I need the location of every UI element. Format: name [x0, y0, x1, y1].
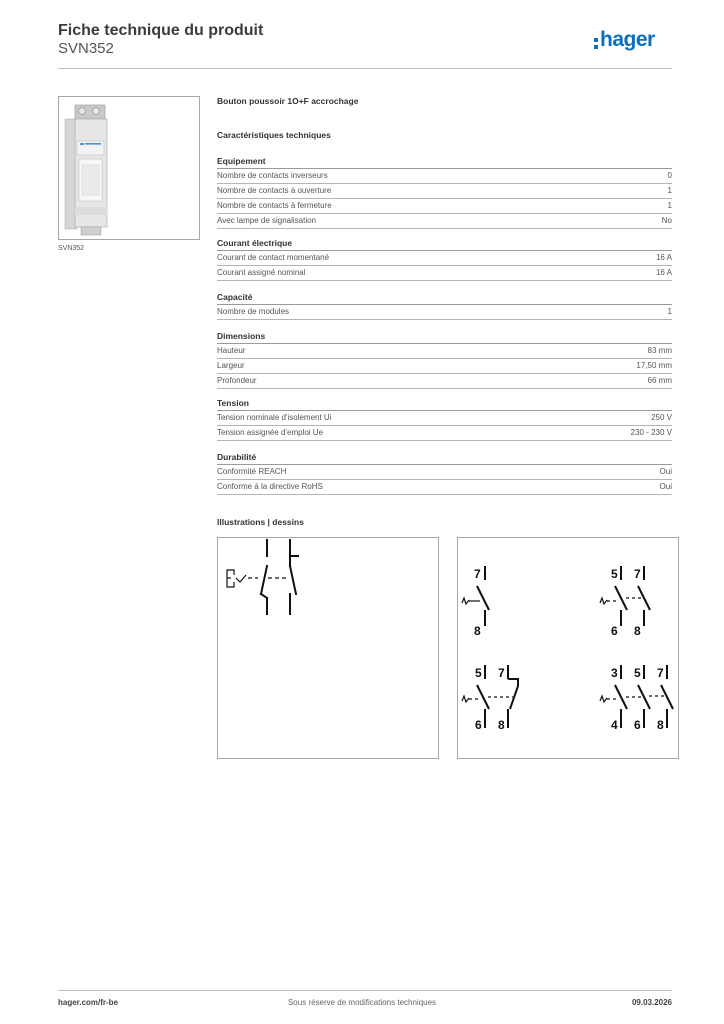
- row-value: 1: [667, 201, 672, 210]
- logo-text: hager: [600, 28, 655, 51]
- terminal-label: 8: [474, 624, 481, 638]
- section-capacite: [217, 290, 672, 320]
- wiring-diagrams: [457, 537, 679, 759]
- section-title: Tension: [217, 396, 672, 411]
- terminal-label: 4: [611, 718, 618, 732]
- hager-logo[interactable]: [594, 30, 674, 54]
- row-value: 17,50 mm: [636, 361, 672, 370]
- section-title: Equipement: [217, 154, 672, 169]
- section-title: Capacité: [217, 290, 672, 305]
- section-title: Dimensions: [217, 329, 672, 344]
- row-label: Conformité REACH: [217, 467, 287, 476]
- row-value: Oui: [659, 467, 672, 476]
- section-equipement: [217, 154, 672, 229]
- terminal-label: 6: [634, 718, 641, 732]
- switch-symbol-drawing: [217, 537, 439, 759]
- section-title: Courant électrique: [217, 236, 672, 251]
- table-row: [217, 251, 672, 266]
- row-value: 230 - 230 V: [630, 428, 672, 437]
- product-image-caption: SVN352: [58, 245, 85, 252]
- product-image: [58, 96, 200, 240]
- terminal-label: 5: [634, 666, 641, 680]
- footer-date: 09.03.2026: [631, 998, 672, 1007]
- row-value: 250 V: [651, 413, 672, 422]
- row-label: Tension assignée d'emploi Ue: [217, 428, 324, 437]
- characteristics-heading: Caractéristiques techniques: [217, 130, 331, 140]
- terminal-label: 6: [475, 718, 482, 732]
- row-value: 1: [667, 307, 672, 316]
- footer-website-link[interactable]: hager.com/fr-be: [58, 998, 119, 1007]
- table-row: [217, 426, 672, 441]
- row-value: Oui: [659, 482, 672, 491]
- document-title: Fiche technique du produit: [58, 22, 264, 39]
- table-row: [217, 214, 672, 229]
- row-label: Conforme à la directive RoHS: [217, 482, 323, 491]
- row-label: Profondeur: [217, 376, 257, 385]
- table-row: [217, 465, 672, 480]
- table-row: [217, 305, 672, 320]
- table-row: [217, 359, 672, 374]
- row-value: 66 mm: [647, 376, 672, 385]
- section-tension: [217, 396, 672, 441]
- product-reference: SVN352: [58, 40, 114, 57]
- table-row: [217, 480, 672, 495]
- table-row: [217, 411, 672, 426]
- table-row: [217, 266, 672, 281]
- row-label: Nombre de contacts à fermeture: [217, 201, 332, 210]
- row-value: 0: [667, 171, 672, 180]
- terminal-label: 7: [634, 567, 641, 581]
- terminal-label: 7: [474, 567, 481, 581]
- row-value: No: [661, 216, 672, 225]
- footer-divider: [58, 990, 672, 991]
- section-title: Durabilité: [217, 450, 672, 465]
- row-value: 83 mm: [647, 346, 672, 355]
- terminal-label: 8: [498, 718, 505, 732]
- row-label: Nombre de contacts inverseurs: [217, 171, 328, 180]
- header-divider: [58, 68, 672, 69]
- terminal-label: 8: [634, 624, 641, 638]
- terminal-label: 7: [657, 666, 664, 680]
- row-label: Hauteur: [217, 346, 246, 355]
- row-label: Nombre de contacts à ouverture: [217, 186, 332, 195]
- illustrations-heading: Illustrations | dessins: [217, 517, 304, 527]
- terminal-label: 3: [611, 666, 618, 680]
- footer-disclaimer: Sous réserve de modifications techniques: [287, 998, 437, 1007]
- row-value: 16 A: [655, 253, 672, 262]
- section-courant: [217, 236, 672, 281]
- row-value: 1: [667, 186, 672, 195]
- logo-dots-icon: [594, 38, 599, 52]
- row-label: Courant assigné nominal: [217, 268, 306, 277]
- terminal-label: 8: [657, 718, 664, 732]
- row-label: Largeur: [217, 361, 245, 370]
- section-durabilite: [217, 450, 672, 495]
- table-row: [217, 169, 672, 184]
- row-label: Avec lampe de signalisation: [217, 216, 317, 225]
- table-row: [217, 184, 672, 199]
- table-row: [217, 374, 672, 389]
- terminal-label: 5: [611, 567, 618, 581]
- terminal-label: 5: [475, 666, 482, 680]
- row-label: Nombre de modules: [217, 307, 290, 316]
- terminal-label: 6: [611, 624, 618, 638]
- table-row: [217, 344, 672, 359]
- terminal-label: 7: [498, 666, 505, 680]
- row-value: 16 A: [655, 268, 672, 277]
- row-label: Courant de contact momentané: [217, 253, 330, 262]
- section-dimensions: [217, 329, 672, 389]
- product-name: Bouton poussoir 1O+F accrochage: [217, 96, 359, 106]
- table-row: [217, 199, 672, 214]
- row-label: Tension nominale d'isolement Ui: [217, 413, 332, 422]
